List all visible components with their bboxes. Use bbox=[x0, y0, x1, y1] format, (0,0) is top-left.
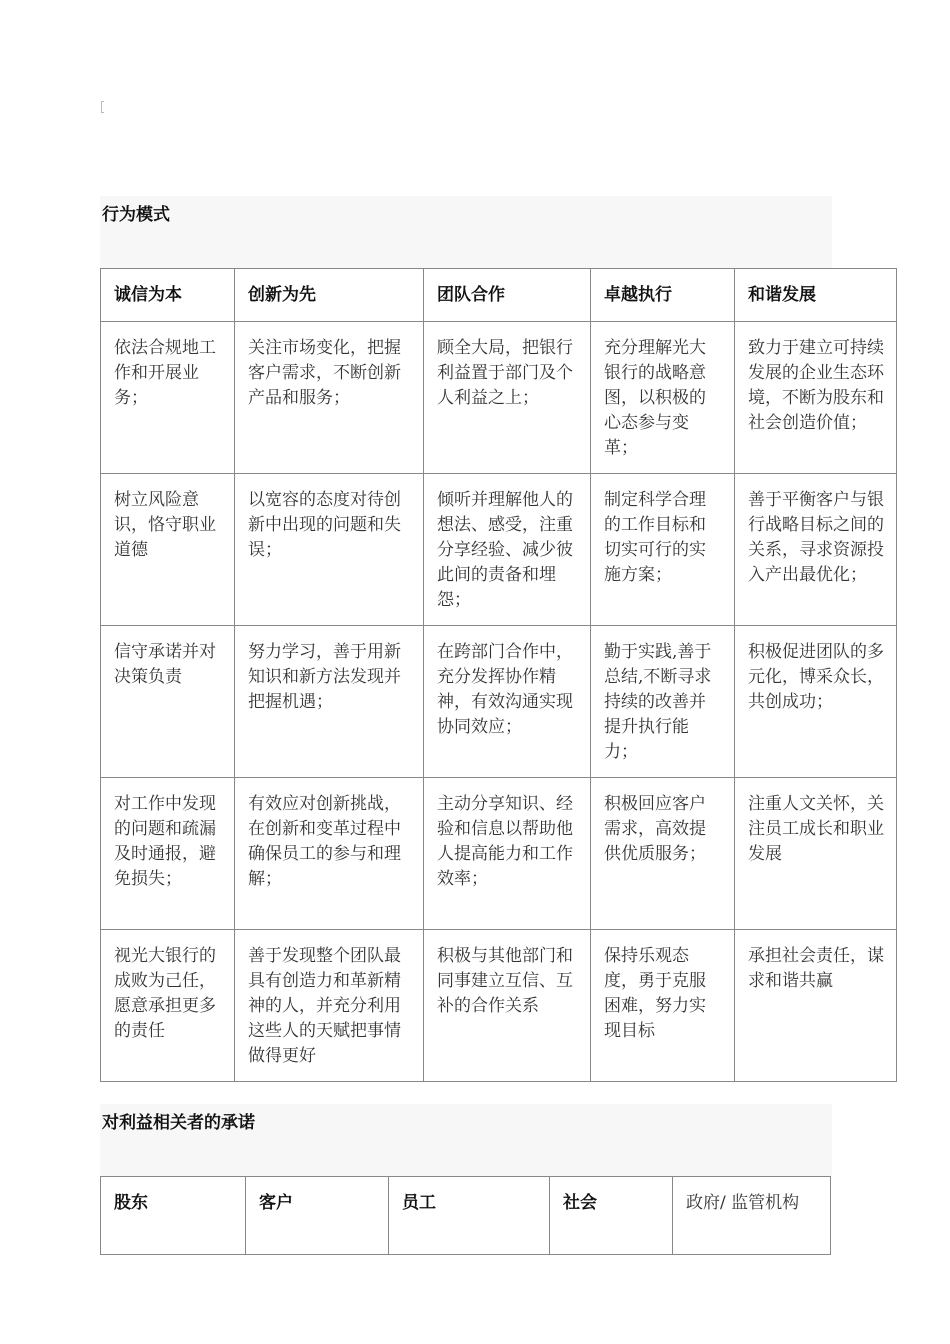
table-row bbox=[101, 474, 897, 626]
table-cell: 致力于建立可持续发展的企业生态环境，不断为股东和社会创造价值； bbox=[735, 322, 897, 474]
table-cell: 注重人文关怀，关注员工成长和职业发展 bbox=[735, 778, 897, 930]
table-cell: 树立风险意识，恪守职业道德 bbox=[101, 474, 235, 626]
table-cell: 承担社会责任，谋求和谐共赢 bbox=[735, 930, 897, 1082]
table-cell: 有效应对创新挑战，在创新和变革过程中确保员工的参与和理解； bbox=[235, 778, 424, 930]
table-cell: 勤于实践,善于总结,不断寻求持续的改善并提升执行能力； bbox=[591, 626, 735, 778]
section-title-behavior: 行为模式 bbox=[102, 205, 170, 225]
stakeholder-table bbox=[100, 1176, 831, 1255]
table-cell: 倾听并理解他人的想法、感受，注重分享经验、减少彼此间的责备和埋怨； bbox=[424, 474, 591, 626]
table-cell: 善于平衡客户与银行战略目标之间的关系，寻求资源投入产出最优化； bbox=[735, 474, 897, 626]
table-cell: 善于发现整个团队最具有创造力和革新精神的人，并充分利用这些人的天赋把事情做得更好 bbox=[235, 930, 424, 1082]
header-cell: 创新为先 bbox=[235, 269, 424, 322]
section-heading-behavior bbox=[100, 196, 832, 268]
header-cell: 客户 bbox=[246, 1177, 389, 1255]
table-cell: 信守承诺并对决策负责 bbox=[101, 626, 235, 778]
table-cell: 顾全大局，把银行利益置于部门及个人利益之上； bbox=[424, 322, 591, 474]
table-cell: 主动分享知识、经验和信息以帮助他人提高能力和工作效率； bbox=[424, 778, 591, 930]
header-cell: 卓越执行 bbox=[591, 269, 735, 322]
header-cell: 股东 bbox=[101, 1177, 246, 1255]
section-heading-stakeholders bbox=[100, 1104, 832, 1176]
table-cell: 充分理解光大银行的战略意图，以积极的心态参与变革； bbox=[591, 322, 735, 474]
table-cell: 制定科学合理的工作目标和切实可行的实施方案； bbox=[591, 474, 735, 626]
table-row bbox=[101, 778, 897, 930]
table-cell: 对工作中发现的问题和疏漏及时通报，避免损失； bbox=[101, 778, 235, 930]
header-cell: 和谐发展 bbox=[735, 269, 897, 322]
header-cell: 团队合作 bbox=[424, 269, 591, 322]
corner-mark bbox=[101, 101, 104, 113]
table-row bbox=[101, 930, 897, 1082]
table-cell: 努力学习，善于用新知识和新方法发现并把握机遇； bbox=[235, 626, 424, 778]
table-cell: 在跨部门合作中，充分发挥协作精神，有效沟通实现协同效应； bbox=[424, 626, 591, 778]
table-row bbox=[101, 322, 897, 474]
table-cell: 关注市场变化，把握客户需求，不断创新产品和服务； bbox=[235, 322, 424, 474]
header-cell: 社会 bbox=[550, 1177, 673, 1255]
table-row bbox=[101, 626, 897, 778]
table-cell: 视光大银行的成败为己任，愿意承担更多的责任 bbox=[101, 930, 235, 1082]
table-cell: 积极促进团队的多元化，博采众长，共创成功； bbox=[735, 626, 897, 778]
table-cell: 保持乐观态度，勇于克服困难，努力实现目标 bbox=[591, 930, 735, 1082]
behavior-header-row bbox=[101, 269, 897, 322]
section-title-stakeholders: 对利益相关者的承诺 bbox=[102, 1113, 255, 1133]
table-cell: 积极与其他部门和同事建立互信、互补的合作关系 bbox=[424, 930, 591, 1082]
behavior-table bbox=[100, 268, 897, 1082]
table-cell: 积极回应客户需求，高效提供优质服务； bbox=[591, 778, 735, 930]
table-cell: 以宽容的态度对待创新中出现的问题和失误； bbox=[235, 474, 424, 626]
stakeholder-header-row bbox=[101, 1177, 831, 1255]
header-cell: 政府/ 监管机构 bbox=[673, 1177, 831, 1255]
header-cell: 员工 bbox=[389, 1177, 550, 1255]
header-cell: 诚信为本 bbox=[101, 269, 235, 322]
table-cell: 依法合规地工作和开展业务； bbox=[101, 322, 235, 474]
